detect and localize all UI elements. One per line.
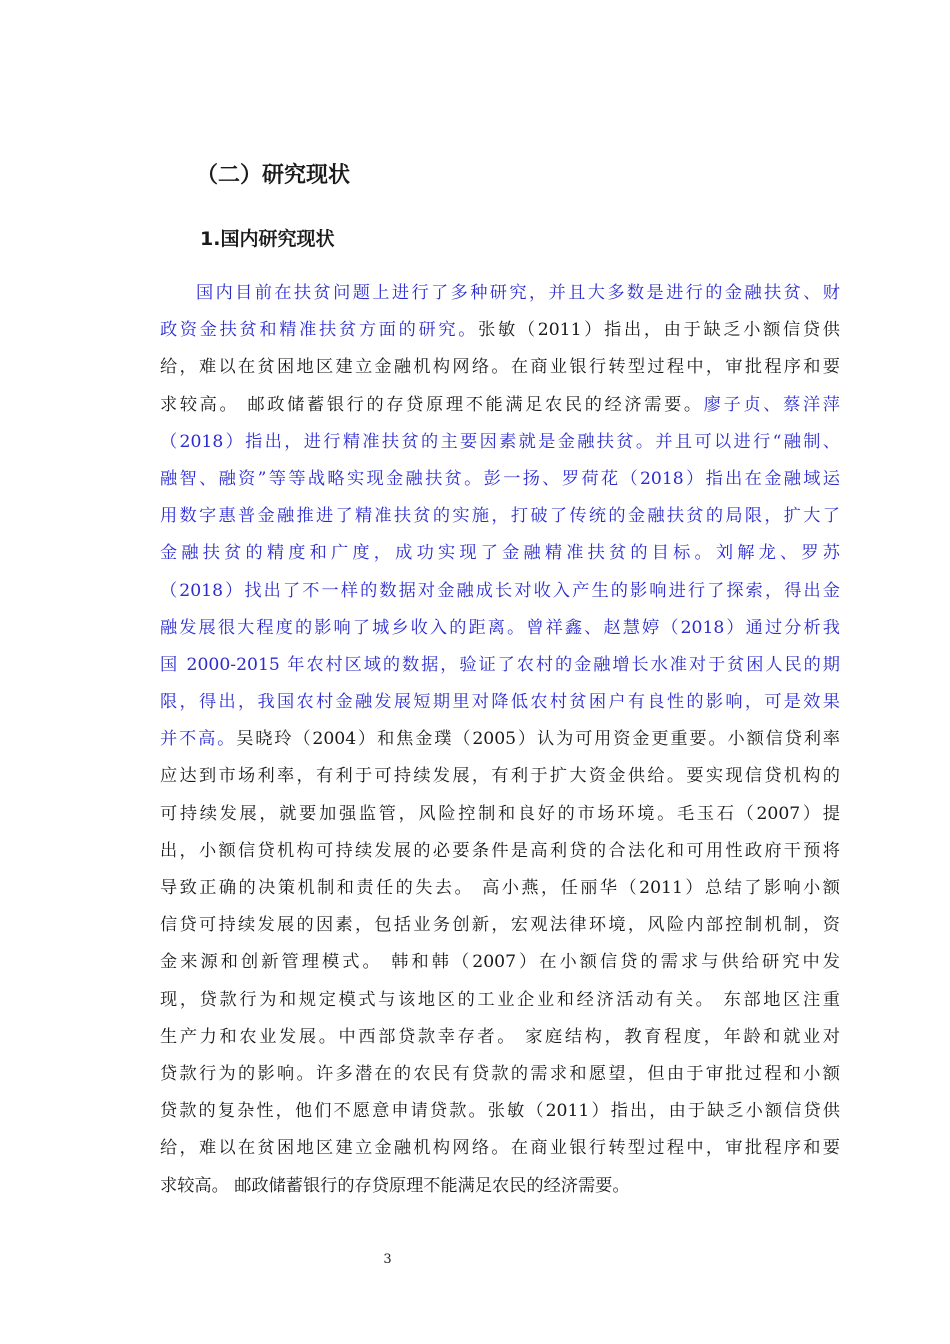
text-span: 求较高。 邮政储蓄银行的存贷原理不能满足农民的经济需要。 <box>160 1175 630 1196</box>
paragraph-line <box>160 312 840 349</box>
text-span: 求较高。 邮政储蓄银行的存贷原理不能满足农民的经济需要。 <box>160 394 704 415</box>
paragraph-line <box>160 721 840 758</box>
text-span: 廖子贞、蔡洋萍 <box>703 394 840 415</box>
paragraph-line <box>160 461 840 498</box>
text-span: 给，难以在贫困地区建立金融机构网络。在商业银行转型过程中，审批程序和要 <box>160 1138 840 1159</box>
text-span: （2018）找出了不一样的数据对金融成长对收入产生的影响进行了探索，得出金 <box>160 580 840 601</box>
text-span: （2018）指出，进行精准扶贫的主要因素就是金融扶贫。并且可以进行“融制、 <box>160 431 840 452</box>
paragraph-line <box>160 982 840 1019</box>
paragraph-line <box>160 535 840 572</box>
text-span: 生产力和农业发展。中西部贷款幸存者。 家庭结构，教育程度，年龄和就业对 <box>160 1026 840 1047</box>
subsection-heading: 1.国内研究现状 <box>200 228 335 250</box>
text-span: 政资金扶贫和精准扶贫方面的研究。 <box>160 320 479 341</box>
paragraph-line <box>160 907 840 944</box>
paragraph-line <box>160 647 840 684</box>
text-span: 应达到市场利率，有利于可持续发展，有利于扩大资金供给。要实现信贷机构的 <box>160 766 840 787</box>
text-span: 吴晓玲（2004）和焦金璞（2005）认为可用资金更重要。小额信贷利率 <box>236 729 840 750</box>
text-span: 金融扶贫的精度和广度，成功实现了金融精准扶贫的目标。刘解龙、罗苏 <box>160 543 840 564</box>
paragraph-line <box>160 684 840 721</box>
paragraph-line <box>160 275 840 312</box>
paragraph-line <box>160 1130 840 1167</box>
text-span: 可持续发展，就要加强监管，风险控制和良好的市场环境。毛玉石（2007）提 <box>160 803 840 824</box>
text-span: 张敏（2011）指出，由于缺乏小额信贷供 <box>478 320 840 341</box>
paragraph-line <box>160 424 840 461</box>
paragraph-line <box>160 1168 840 1205</box>
text-span: 现，贷款行为和规定模式与该地区的工业企业和经济活动有关。 东部地区注重 <box>160 989 840 1010</box>
text-span: 并不高。 <box>160 729 237 750</box>
paragraph-line <box>160 498 840 535</box>
text-span: 贷款的复杂性，他们不愿意申请贷款。张敏（2011）指出，由于缺乏小额信贷供 <box>160 1101 840 1122</box>
paragraph-line <box>160 349 840 386</box>
text-span: 信贷可持续发展的因素，包括业务创新，宏观法律环境，风险内部控制机制，资 <box>160 915 840 936</box>
text-span: 用数字惠普金融推进了精准扶贫的实施，打破了传统的金融扶贫的局限，扩大了 <box>160 506 840 527</box>
paragraph-line <box>160 610 840 647</box>
text-span: 金来源和创新管理模式。 韩和韩（2007）在小额信贷的需求与供给研究中发 <box>160 952 840 973</box>
page-number: 3 <box>383 1252 392 1267</box>
paragraph-line <box>160 870 840 907</box>
paragraph-line <box>160 1019 840 1056</box>
paragraph-line <box>160 387 840 424</box>
paragraph-line <box>160 796 840 833</box>
text-span: 融发展很大程度的影响了城乡收入的距离。曾祥鑫、赵慧婷（2018）通过分析我 <box>160 617 840 638</box>
paragraph-line <box>160 573 840 610</box>
text-span: 国 2000-2015 年农村区域的数据，验证了农村的金融增长水准对于贫困人民的期 <box>160 654 840 675</box>
text-span: 出，小额信贷机构可持续发展的必要条件是高利贷的合法化和可用性政府干预将 <box>160 840 840 861</box>
paragraph-line <box>160 944 840 981</box>
text-span: 给，难以在贫困地区建立金融机构网络。在商业银行转型过程中，审批程序和要 <box>160 357 840 378</box>
paragraph-line <box>160 1093 840 1130</box>
text-span: 国内目前在扶贫问题上进行了多种研究，并且大多数是进行的金融扶贫、财 <box>196 283 840 303</box>
body-paragraph <box>160 275 840 1205</box>
text-span: 贷款行为的影响。许多潜在的农民有贷款的需求和愿望，但由于审批过程和小额 <box>160 1063 840 1084</box>
paragraph-line <box>160 833 840 870</box>
section-heading: （二）研究现状 <box>196 163 351 188</box>
text-span: 导致正确的决策机制和责任的失去。 高小燕，任丽华（2011）总结了影响小额 <box>160 878 840 898</box>
paragraph-line <box>160 758 840 795</box>
text-span: 融智、融资”等等战略实现金融扶贫。彭一扬、罗荷花（2018）指出在金融域运 <box>160 468 840 489</box>
paragraph-line <box>160 1056 840 1093</box>
text-span: 限，得出，我国农村金融发展短期里对降低农村贫困户有良性的影响，可是效果 <box>160 692 840 713</box>
